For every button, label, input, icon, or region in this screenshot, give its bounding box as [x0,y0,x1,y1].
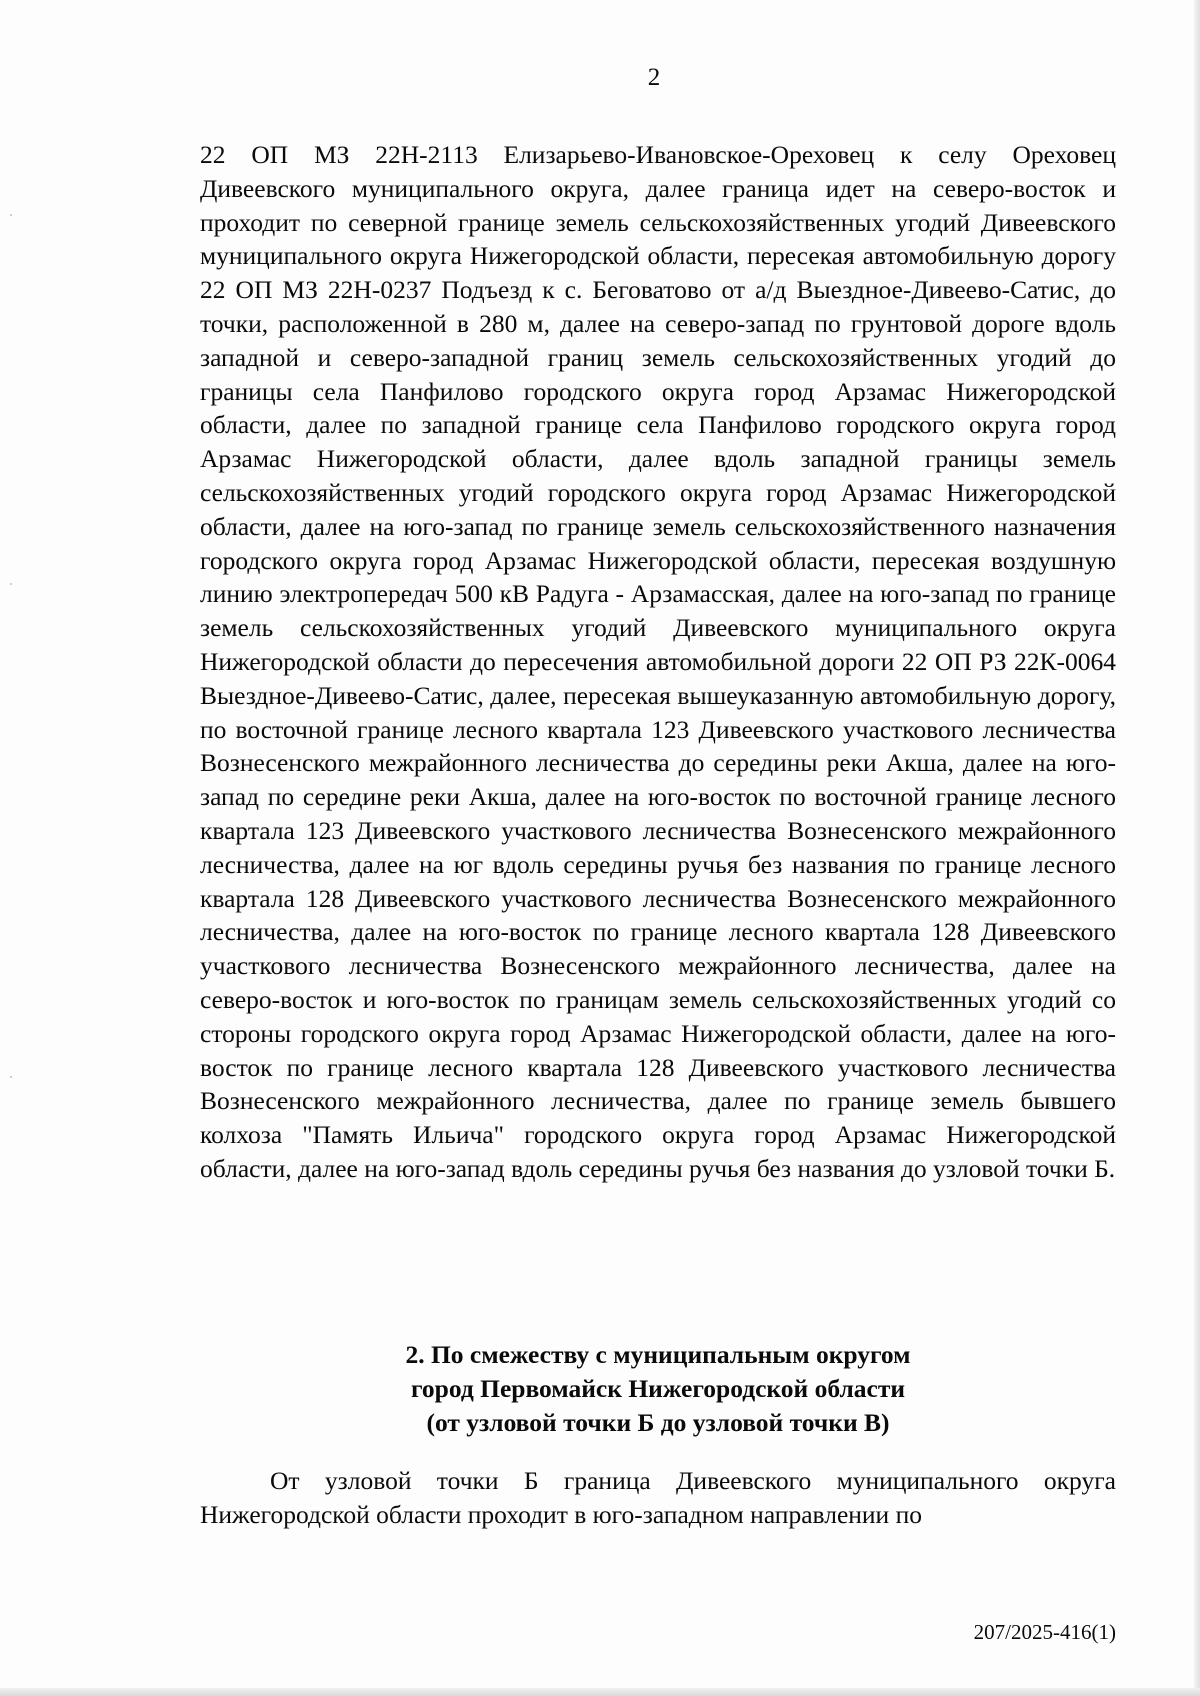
page-number: 2 [647,64,661,91]
body-paragraph: 22 ОП МЗ 22Н-2113 Елизарьево-Ивановское-Ореховец к селу Ореховец Дивеевского муниципального округа, далее граница идет на северо-восток и проходит по северной границе земель сельскохозяйственных угодий Дивеевского муниципального округа Нижегородской области, пересекая автомобильную дорогу 22 ОП МЗ 22Н-0237 Подъезд к с. Беговатово от а/д Выездное-Дивеево-Сатис, до точки, расположенной в 280 м, далее на северо-запад по грунтовой дороге вдоль западной и северо-западной границ земель сельскохозяйственных угодий до границы села Панфилово городского округа город Арзамас Нижегородской области, далее по западной границе села Панфилово городского округа город Арзамас Нижегородской области, далее вдоль западной границы земель сельскохозяйственных угодий городского округа город Арзамас Нижегородской области, далее на юго-запад по границе земель сельскохозяйственного назначения городского округа город Арзамас Нижегородской области, пересекая воздушную линию электропередач 500 кВ Радуга - Арзамасская, далее на юго-запад по границе земель сельскохозяйственных угодий Дивеевского муниципального округа Нижегородской области до пересечения автомобильной дороги 22 ОП РЗ 22К-0064 Выездное-Дивеево-Сатис, далее, пересекая вышеуказанную автомобильную дорогу, по восточной границе лесного квартала 123 Дивеевского участкового лесничества Вознесенского межрайонного лесничества до середины реки Акша, далее на юго-запад по середине реки Акша, далее на юго-восток по восточной границе лесного квартала 123 Дивеевского участкового лесничества Вознесенского межрайонного лесничества, далее на юг вдоль середины ручья без названия по границе лесного квартала 128 Дивеевского участкового лесничества Вознесенского межрайонного лесничества, далее на юго-восток по границе лесного квартала 128 Дивеевского участкового лесничества Вознесенского межрайонного лесничества, далее на северо-восток и юго-восток по границам земель сельскохозяйственных угодий со стороны городского округа город Арзамас Нижегородской области, далее на юго-восток по границе лесного квартала 128 Дивеевского участкового лесничества Вознесенского межрайонного лесничества, далее по границе земель бывшего колхоза "Память Ильича" городского округа город Арзамас Нижегородской области, далее на юго-запад вдоль середины ручья без названия до узловой точки Б. [200,140,1116,1183]
document-code: 207/2025-416(1) [973,1620,1116,1644]
scan-speck [10,1076,12,1078]
section-paragraph: От узловой точки Б граница Дивеевского муниципального округа Нижегородской области проходит в юго-западном направлении по [200,1466,1116,1529]
scan-speck [10,214,12,216]
scan-edge-right [1194,0,1200,1696]
section-heading-line-1: 2. По смежеству с муниципальным округом [405,1340,911,1369]
section-heading-line-3: (от узловой точки Б до узловой точки В) [426,1407,890,1437]
scan-edge-bottom [0,1688,1200,1696]
section-heading [200,1338,1116,1439]
scan-speck [10,583,12,585]
section-heading-line-2: город Первомайск Нижегородской области [410,1373,906,1403]
